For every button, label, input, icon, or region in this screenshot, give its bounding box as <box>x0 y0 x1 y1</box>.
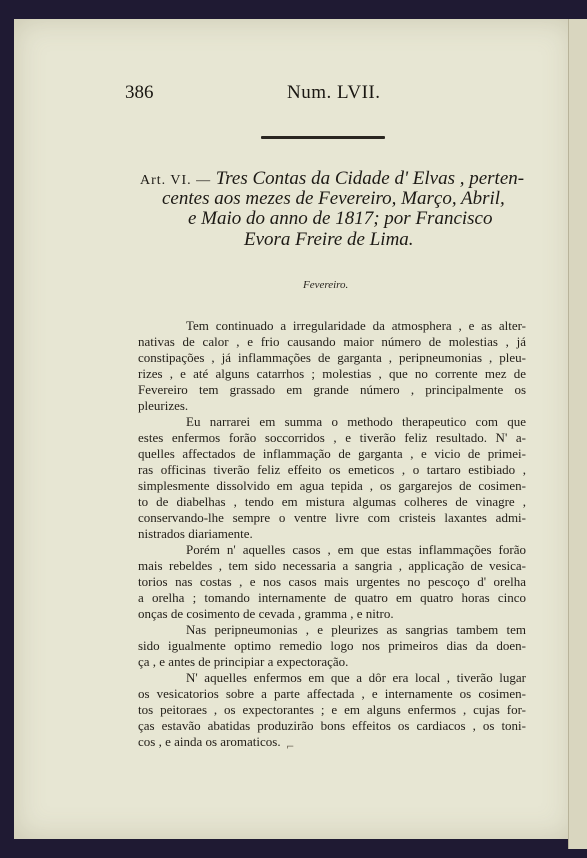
text-line: sido igualmente optimo remedio logo nos primeiros dias da doen- <box>138 638 526 653</box>
text-line: ras officinas tiverão feliz effeito os emeticos , o tartaro estibiado , <box>138 462 526 477</box>
page-number: 386 <box>125 82 154 103</box>
title-text: centes aos mezes de Fevereiro, Março, Abril, <box>162 188 505 209</box>
text-line: to de diabelhas , tendo em mistura algumas colheres de vinagre , <box>138 494 526 509</box>
text-line: pleurizes. <box>138 398 189 413</box>
text-line: conservando-lhe sempre o ventre livre com cristeis laxantes admi- <box>138 510 526 525</box>
printer-mark: ⌐ <box>286 742 295 753</box>
title-line <box>162 188 505 210</box>
text-line: nistrados diariamente. <box>138 526 253 541</box>
text-line: ça , e antes de principiar a expectoração. <box>138 654 349 669</box>
text-line: nativas de calor , e frio causando maior número de molestias , já <box>138 334 526 349</box>
text-line: mais rebeldes , tem sido necessaria a sangria , applicação de vesica- <box>138 558 526 573</box>
text-line: torios nas costas , e nos casos mais urgentes no pescoço d' orelha <box>138 574 526 589</box>
text-line: ças estavão abatidas produzirão bons effeitos os cardiacos , os toni- <box>138 718 526 733</box>
title-line <box>244 229 414 251</box>
text-line: tos peitoraes , os expectorantes ; e em alguns enfermos , cujas for- <box>138 702 526 717</box>
text-line: estes enfermos forão soccorridos , e tiverão feliz resultado. N' a- <box>138 430 526 445</box>
text-line: Tem continuado a irregularidade da atmosphera , e as alter- <box>186 318 526 333</box>
article-label: Art. VI. — <box>140 173 216 188</box>
section-heading: Fevereiro. <box>303 279 349 291</box>
text-line: Eu narrarei em summa o methodo therapeutico com que <box>186 414 526 429</box>
text-line: a orelha ; tomando internamente de quatro em quatro horas cinco <box>138 590 526 605</box>
text-line: Porém n' aquelles casos , em que estas inflammações forão <box>186 542 526 557</box>
title-text: e Maio do anno de 1817; por Francisco <box>188 208 493 229</box>
title-line <box>188 208 492 230</box>
text-line: os vesicatorios sobre a parte affectada , e internamente os cosimen- <box>138 686 526 701</box>
next-page-edge <box>568 19 587 849</box>
text-line: onças de cosimento de cevada , gramma , e nitro. <box>138 606 394 621</box>
text-line: rizes , e até alguns catarrhos ; molestias , que no corrente mez de <box>138 366 526 381</box>
text-line: cos , e ainda os aromaticos. <box>138 734 281 749</box>
running-header <box>125 82 395 108</box>
text-line: Fevereiro tem grassado em grande número , principalmente os <box>138 382 526 397</box>
title-line <box>140 168 524 190</box>
text-line: simplesmente dissolvido em agua tepida , os gargarejos de cosimen- <box>138 478 526 493</box>
journal-number: Num. LVII. <box>287 82 381 103</box>
text-line: constipações , já inflammações de garganta , peripneumonias , pleu- <box>138 350 526 365</box>
text-line: N' aquelles enfermos em que a dôr era local , tiverão lugar <box>186 670 526 685</box>
title-text: Tres Contas da Cidade d' Elvas , perten- <box>215 168 525 189</box>
text-line: Nas peripneumonias , e pleurizes as sangrias tambem tem <box>186 622 526 637</box>
text-line: quelles affectados de inflammação de garganta , e vicio de primei- <box>138 446 526 461</box>
header-rule <box>261 136 385 139</box>
title-text: Evora Freire de Lima. <box>244 229 414 250</box>
